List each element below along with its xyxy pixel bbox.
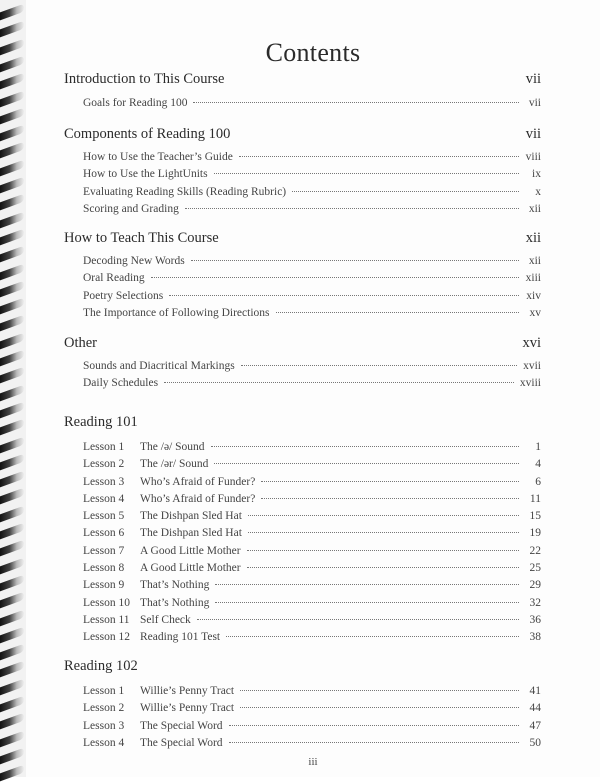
dot-leader [292,191,519,192]
dot-leader [151,277,519,278]
lesson-number: Lesson 4 [83,492,125,505]
lesson-page: 1 [535,441,541,453]
lesson-title: A Good Little Mother [140,562,241,575]
lesson-title: The /ə/ Sound [140,441,205,453]
lesson-title: The Special Word [140,736,223,749]
lesson-page: 41 [529,685,541,697]
toc-entry-page: x [535,185,541,198]
toc-entry-label: The Importance of Following Directions [83,306,270,319]
toc-page: xvi [522,335,541,351]
dot-leader [241,365,517,366]
toc-entry-label: Daily Schedules [83,377,159,390]
section-how-to-teach [64,229,541,321]
binding-coil [0,540,24,557]
binding-coil [0,488,24,505]
lesson-entry[interactable] [64,628,541,645]
toc-entry-page: xvii [523,360,541,372]
lesson-number: Lesson 9 [83,579,125,592]
lesson-title: Willie’s Penny Tract [140,685,235,697]
dot-leader [215,602,519,603]
lesson-page: 44 [529,702,541,715]
toc-entry[interactable] [64,357,541,374]
binding-coil [0,246,24,263]
binding-coil [0,592,24,609]
lesson-entry[interactable] [64,455,541,472]
binding-coil [0,609,24,626]
lesson-title: The Special Word [140,719,223,732]
dot-leader [215,584,519,585]
dot-leader [248,515,519,516]
lesson-entry[interactable] [64,542,541,559]
toc-entry[interactable] [64,165,541,182]
toc-entry-page: xv [529,306,541,319]
toc-entry-page: xiii [525,272,541,285]
lesson-number: Lesson 4 [83,736,125,749]
toc-entry-page: vii [528,97,541,109]
toc-entry-label: Oral Reading [83,272,145,285]
dot-leader [240,690,519,691]
binding-coil [0,453,24,470]
contents-page [26,0,600,777]
toc-entry-page: ix [532,168,541,181]
lesson-number: Lesson 2 [83,458,125,471]
lesson-page: 19 [529,527,541,540]
lesson-number: Lesson 8 [83,562,125,575]
lesson-entry[interactable] [64,594,541,611]
lesson-entry[interactable] [64,611,541,628]
binding-coil [0,713,24,730]
binding-coil [0,4,24,21]
lesson-page: 4 [535,458,541,471]
toc-entry[interactable] [64,287,541,304]
toc-heading: Other [64,335,98,351]
section-reading-102 [64,657,541,751]
binding-coil [0,159,24,176]
toc-entry-page: xii [528,255,541,267]
lesson-page: 36 [529,613,541,626]
lesson-number: Lesson 12 [83,631,130,644]
binding-coil [0,142,24,159]
toc-heading-row[interactable] [64,657,541,675]
section-reading-101 [64,413,541,646]
lesson-number: Lesson 11 [83,613,130,626]
lesson-entry[interactable] [64,734,541,751]
toc-entry-label: Poetry Selections [83,289,164,302]
lesson-entry[interactable] [64,507,541,524]
lesson-entry[interactable] [64,524,541,541]
toc-entry-label: How to Use the LightUnits [83,168,208,181]
lesson-page: 15 [529,510,541,523]
binding-coil [0,177,24,194]
dot-leader [239,156,519,157]
lesson-number: Lesson 2 [83,702,125,715]
toc-heading-row[interactable] [64,229,541,247]
lesson-entry[interactable] [64,473,541,490]
binding-coil [0,765,24,782]
dot-leader [226,636,519,637]
toc-heading-row[interactable] [64,334,541,352]
toc-heading-row[interactable] [64,70,541,88]
lesson-number: Lesson 7 [83,544,125,557]
lesson-entry[interactable] [64,682,541,699]
lesson-entry[interactable] [64,438,541,455]
binding-coil [0,194,24,211]
dot-leader [261,498,519,499]
toc-entry[interactable] [64,94,541,111]
toc-entry[interactable] [64,269,541,286]
binding-coil [0,748,24,765]
lesson-page: 22 [529,544,541,557]
dot-leader [197,619,519,620]
dot-leader [229,742,519,743]
section-other [64,334,541,392]
binding-coil [0,471,24,488]
binding-coil [0,644,24,661]
binding-coil [0,436,24,453]
lesson-page: 47 [529,719,541,732]
binding-coil [0,38,24,55]
binding-coil [0,661,24,678]
toc-entry-label: Goals for Reading 100 [83,97,188,109]
binding-coil [0,298,24,315]
binding-coil [0,350,24,367]
dot-leader [214,173,519,174]
lesson-page: 29 [529,579,541,592]
toc-entry[interactable] [64,304,541,321]
toc-heading: Reading 101 [64,414,138,430]
lesson-title: That’s Nothing [140,579,210,592]
toc-page: vii [525,71,541,87]
binding-coil [0,367,24,384]
binding-coil [0,107,24,124]
toc-heading-row[interactable] [64,413,541,431]
lesson-entry[interactable] [64,490,541,507]
lesson-title: Reading 101 Test [140,631,221,644]
spiral-binding [0,0,26,777]
toc-entry-label: Sounds and Diacritical Markings [83,360,235,372]
binding-coil [0,125,24,142]
lesson-number: Lesson 3 [83,719,125,732]
binding-coil [0,211,24,228]
toc-entry-label: Decoding New Words [83,255,185,267]
dot-leader [169,295,519,296]
toc-page: vii [525,126,541,142]
toc-heading: Components of Reading 100 [64,126,231,142]
dot-leader [247,567,519,568]
binding-coil [0,557,24,574]
lesson-page: 38 [529,631,541,644]
toc-entry[interactable] [64,183,541,200]
lesson-number: Lesson 10 [83,596,130,609]
dot-leader [185,208,519,209]
lesson-number: Lesson 6 [83,527,125,540]
binding-coil [0,332,24,349]
lesson-page: 50 [529,736,541,749]
binding-coil [0,56,24,73]
binding-coil [0,73,24,90]
binding-coil [0,505,24,522]
lesson-title: A Good Little Mother [140,544,241,557]
lesson-entry[interactable] [64,717,541,734]
lesson-entry[interactable] [64,559,541,576]
lesson-number: Lesson 3 [83,475,125,488]
toc-heading: How to Teach This Course [64,230,219,246]
dot-leader [261,481,519,482]
binding-coil [0,678,24,695]
dot-leader [247,550,519,551]
binding-coil [0,730,24,747]
lesson-page: 6 [535,475,541,488]
toc-heading: Introduction to This Course [64,71,225,87]
lesson-entry[interactable] [64,576,541,593]
toc-heading: Reading 102 [64,658,138,674]
dot-leader [248,532,519,533]
toc-entry-page: xiv [526,289,541,302]
lesson-title: Willie’s Penny Tract [140,702,235,715]
lesson-number: Lesson 1 [83,441,125,453]
dot-leader [229,725,519,726]
dot-leader [164,382,514,383]
dot-leader [276,312,519,313]
toc-page: xii [525,230,541,246]
lesson-title: The /ər/ Sound [140,458,209,471]
lesson-number: Lesson 5 [83,510,125,523]
page-number: iii [308,756,318,768]
binding-coil [0,315,24,332]
lesson-title: Who’s Afraid of Funder? [140,492,256,505]
toc-entry-page: viii [525,151,541,163]
toc-entry-label: Scoring and Grading [83,202,179,215]
toc-entry[interactable] [64,148,541,165]
lesson-title: The Dishpan Sled Hat [140,527,242,540]
lesson-title: That’s Nothing [140,596,210,609]
binding-coil [0,696,24,713]
binding-coil [0,229,24,246]
toc-entry-label: Evaluating Reading Skills (Reading Rubric) [83,185,287,198]
binding-coil [0,402,24,419]
toc-entry[interactable] [64,200,541,217]
lesson-page: 32 [529,596,541,609]
binding-coil [0,280,24,297]
toc-entry[interactable] [64,374,541,391]
toc-entry-page: xviii [519,377,541,390]
binding-coil [0,523,24,540]
section-introduction [64,70,541,111]
toc-entry[interactable] [64,252,541,269]
toc-entry-page: xii [528,202,541,215]
binding-coil [0,21,24,38]
lesson-title: Who’s Afraid of Funder? [140,475,256,488]
section-components [64,125,541,217]
toc-heading-row[interactable] [64,125,541,143]
binding-coil [0,263,24,280]
lesson-number: Lesson 1 [83,685,125,697]
dot-leader [211,446,519,447]
dot-leader [214,463,519,464]
dot-leader [240,707,519,708]
page-title: Contents [265,38,361,67]
lesson-page: 11 [529,492,541,505]
binding-coil [0,419,24,436]
lesson-page: 25 [529,562,541,575]
dot-leader [193,102,519,103]
lesson-entry[interactable] [64,699,541,716]
binding-coil [0,626,24,643]
binding-coil [0,384,24,401]
toc-entry-label: How to Use the Teacher’s Guide [83,151,233,163]
binding-coil [0,575,24,592]
lesson-title: The Dishpan Sled Hat [140,510,242,523]
lesson-title: Self Check [140,613,191,626]
binding-coil [0,90,24,107]
dot-leader [191,260,519,261]
